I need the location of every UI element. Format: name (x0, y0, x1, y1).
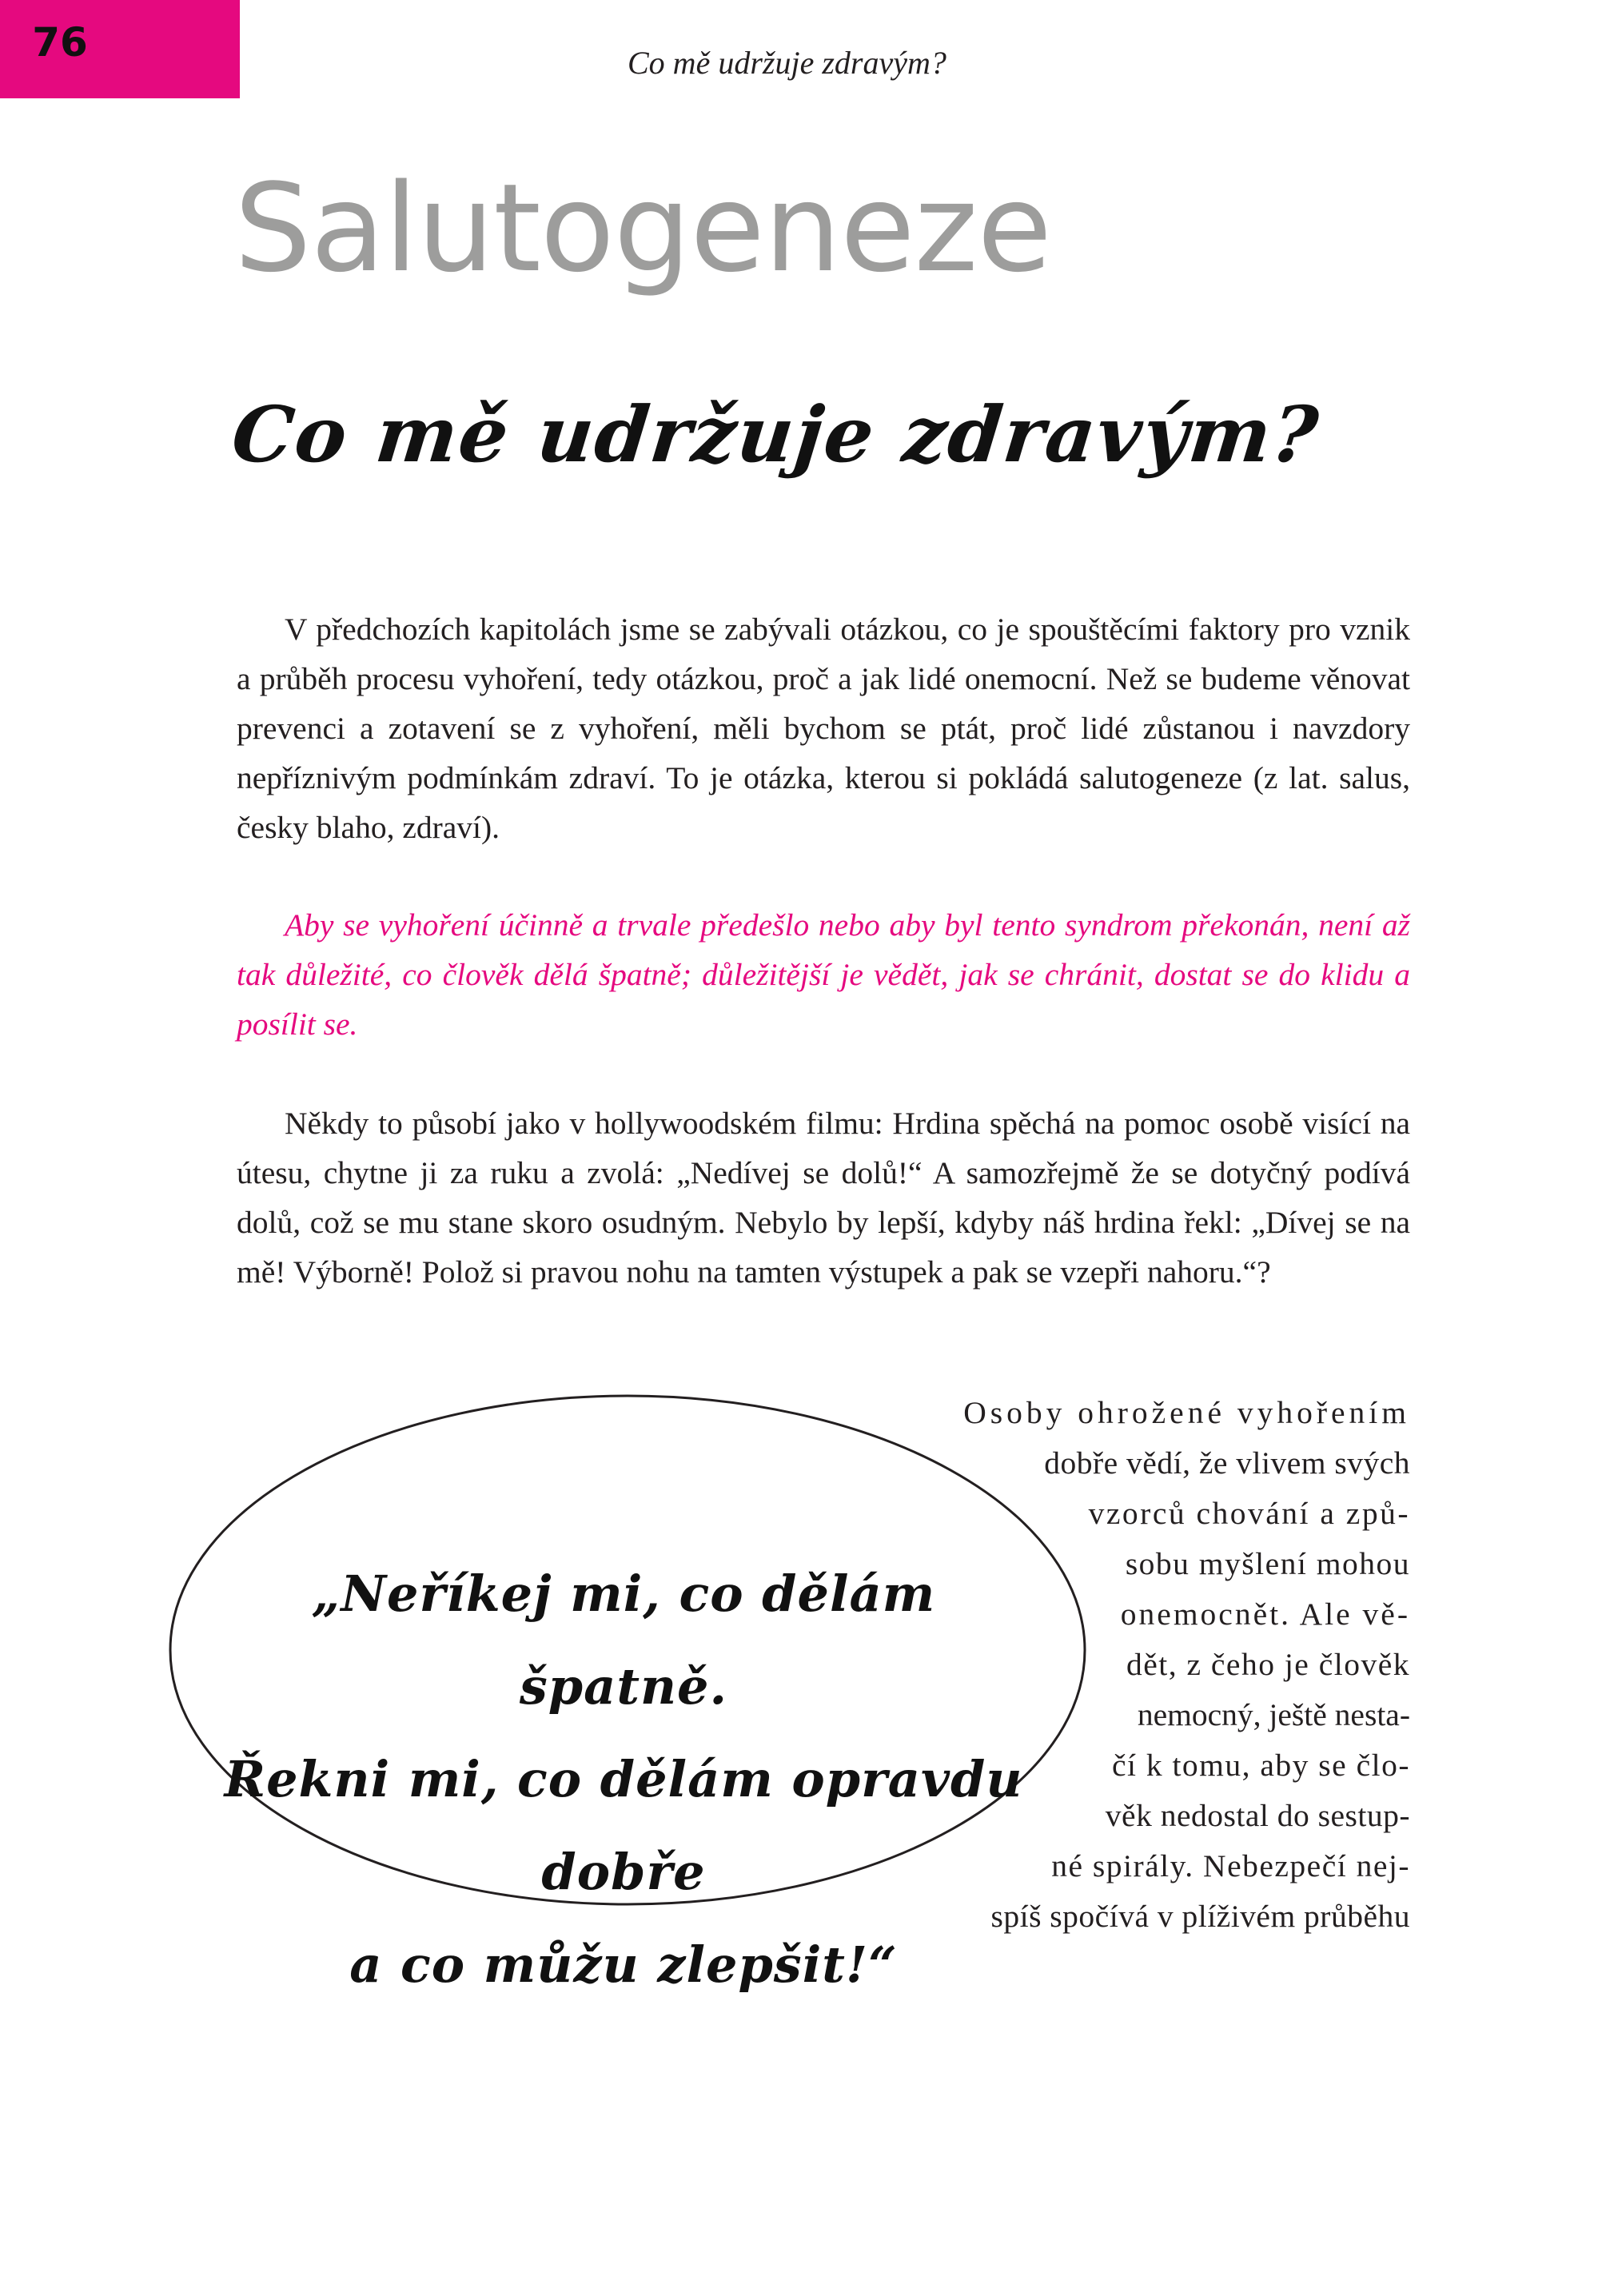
wrapped-text-line: čí k tomu, aby se člo- (1111, 1748, 1410, 1783)
wrapped-text-line: dobře vědí, že vlivem svých (1044, 1445, 1410, 1481)
body-paragraph-intro: V předchozích kapitolách jsme se zabývali otázkou, co je spouštěcími faktory pro vznik a průběh procesu vyhoření, tedy otázkou, proč a jak lidé onemocní. Než se budeme věnovat prevenci a zotavení se z vyhoření, měli bychom se ptát, proč lidé zůstanou i navzdory nepříznivým podmínkám zdraví. To je otázka, kterou si pokládá salutogeneze (z lat. salus, česky blaho, zdraví). (237, 612, 1410, 845)
pull-quote-line: a co můžu zlepšit!“ (349, 1935, 898, 1994)
highlight-paragraph: Aby se vyhoření účinně a trvale předešlo nebo aby byl tento syndrom překonán, není až tak důležité, co člověk dělá špatně; důležitější je vědět, jak se chránit, dostat se do klidu a posílit se. (237, 907, 1410, 1042)
wrapped-text-line: né spirály. Nebezpečí nej- (1051, 1848, 1410, 1883)
wrapped-text-line: spíš spočívá v plíživém průběhu (990, 1899, 1410, 1934)
wrapped-text-line: vzorců chování a způ- (1088, 1496, 1410, 1531)
pull-quote-line: Řekni mi, co dělám opravdu dobře (224, 1750, 1023, 1901)
wrapped-text-line: nemocný, ještě nesta- (1137, 1697, 1410, 1732)
chapter-subtitle: Co mě udržuje zdravým? (228, 389, 1324, 480)
body-paragraph-hollywood: Někdy to působí jako v hollywoodském filmu: Hrdina spěchá na pomoc osobě visící na útesu, chytne ji za ruku a zvolá: „Nedívej se dolů!“ A samozřejmě že se dotyčný podívá dolů, což se mu stane skoro osudným. Nebylo by lepší, kdyby náš hrdina řekl: „Dívej se na mě! Výborně! Polož si pravou nohu na tamten výstupek a pak se vzepři nahoru.“? (237, 1106, 1410, 1290)
page-number: 76 (32, 19, 88, 66)
pull-quote-line: „Neříkej mi, co dělám špatně. (311, 1565, 936, 1716)
wrapped-text-line: sobu myšlení mohou (1125, 1546, 1410, 1581)
running-head: Co mě udržuje zdravým? (628, 45, 946, 81)
wrapped-text-line: dět, z čeho je člověk (1126, 1647, 1410, 1682)
wrapped-text-line: Osoby ohrožené vyhořením (963, 1395, 1410, 1430)
wrapped-text-line: věk nedostal do sestup- (1105, 1798, 1410, 1833)
wrapped-text-line: onemocnět. Ale vě- (1120, 1596, 1410, 1632)
chapter-title: Salutogeneze (234, 157, 1051, 299)
pull-quote (200, 1548, 1047, 2011)
